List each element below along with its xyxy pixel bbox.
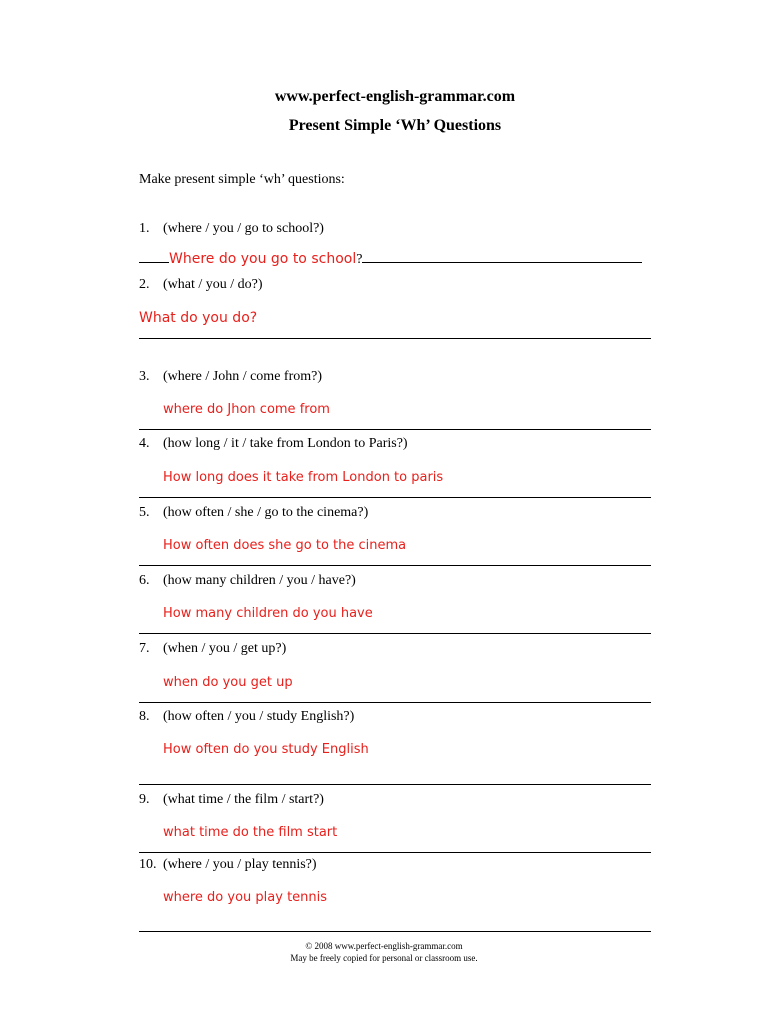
answer-text: What do you do? [139,310,258,326]
answer-line [139,852,651,853]
question-prompt: (what / you / do?) [163,277,263,292]
question-prompt: (where / you / go to school?) [163,221,324,236]
question-number: 6. [139,573,150,588]
question-number: 3. [139,369,150,384]
question-prompt: (where / John / come from?) [163,369,322,384]
answer-text: How many children do you have [163,606,373,621]
answer-text: How often do you study English [163,742,369,757]
question-number: 1. [139,221,150,236]
question-number: 9. [139,792,150,807]
question-5 [139,505,368,521]
question-number: 2. [139,277,150,292]
answer-line [139,633,651,634]
instructions: Make present simple ‘wh’ questions: [139,172,345,187]
answer-line [139,338,651,339]
question-prompt: (how often / you / study English?) [163,709,355,724]
question-prompt: (where / you / play tennis?) [163,857,317,872]
question-3 [139,369,322,385]
question-10 [139,857,317,873]
question-number: 7. [139,641,150,656]
answer-line [139,497,651,498]
question-7 [139,641,286,657]
answer-blank-left [139,249,169,263]
question-number: 4. [139,436,150,451]
answer-text: where do Jhon come from [163,402,330,417]
answer-text: when do you get up [163,675,293,690]
answer-text: where do you play tennis [163,890,328,905]
answer-row-1 [139,249,651,268]
answer-line [139,565,651,566]
answer-line [139,784,651,785]
site-url: www.perfect-english-grammar.com [274,88,516,105]
question-8 [139,709,354,725]
question-prompt: (what time / the film / start?) [163,792,324,807]
question-prompt: (when / you / get up?) [163,641,287,656]
answer-text: How often does she go to the cinema [163,538,407,553]
page-title: Present Simple ‘Wh’ Questions [288,117,502,134]
question-prompt: (how many children / you / have?) [163,573,356,588]
footer-copyright: © 2008 www.perfect-english-grammar.com [305,941,463,951]
question-number: 10. [139,857,157,872]
question-2 [139,277,263,293]
answer-text: How long does it take from London to paris [163,470,444,485]
question-1 [139,221,324,237]
question-number: 8. [139,709,150,724]
question-prompt: (how often / she / go to the cinema?) [163,505,369,520]
question-6 [139,573,356,589]
answer-line [139,429,651,430]
answer-line [139,702,651,703]
question-prompt: (how long / it / take from London to Paris?) [163,436,408,451]
answer-suffix: ? [356,252,363,267]
answer-blank-right [362,249,642,263]
answer-text: what time do the film start [163,825,338,840]
question-4 [139,436,408,452]
answer-line [139,931,651,932]
question-number: 5. [139,505,150,520]
answer-text: Where do you go to school [169,251,357,267]
footer-note: May be freely copied for personal or classroom use. [290,953,478,963]
question-9 [139,792,324,808]
